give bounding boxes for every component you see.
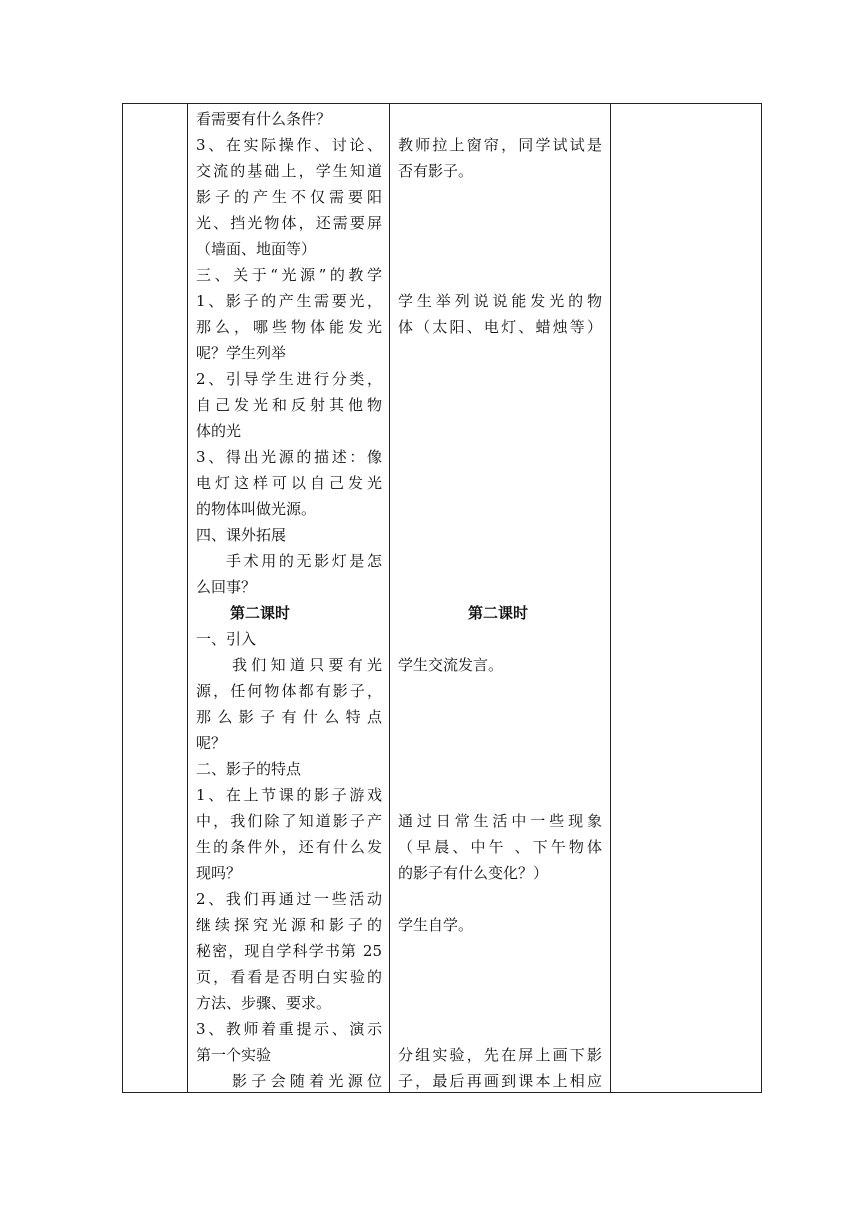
text-line: 呢？	[196, 734, 227, 752]
text-line: 光、挡光物体，还需要屏	[196, 214, 382, 232]
column-4	[611, 104, 761, 1092]
column-teacher-activities	[188, 104, 389, 1092]
text-line: 通过日常生活中一些现象	[398, 812, 602, 830]
section-heading: 第二课时	[230, 604, 291, 622]
text-line: 继续探究光源和影子的	[196, 916, 382, 934]
text-line: 一、引入	[196, 630, 257, 648]
text-line: 体（太阳、电灯、蜡烛等）	[398, 318, 602, 336]
text-line: 那么影子有什么特点	[196, 708, 382, 726]
text-line: （早晨、中午 、下午物体	[398, 838, 602, 856]
text-line: 教师拉上窗帘，同学试试是	[398, 136, 602, 154]
text-line: 学生举列说说能发光的物	[398, 292, 602, 310]
text-line: 3、在实际操作、讨论、	[196, 136, 382, 154]
text-line: 电灯这样可以自己发光	[196, 474, 382, 492]
text-line: 现吗？	[196, 864, 242, 882]
text-line: 二、影子的特点	[196, 760, 302, 778]
text-line: 1、影子的产生需要光，	[196, 292, 382, 310]
text-line: 第一个实验	[196, 1046, 272, 1064]
text-line: 学生交流发言。	[398, 656, 504, 674]
text-line: 1、在上节课的影子游戏	[196, 786, 382, 804]
text-line: 学生自学。	[398, 916, 474, 934]
text-line: 源，任何物体都有影子，	[196, 682, 382, 700]
section-heading: 第二课时	[468, 604, 529, 622]
text-line: 秘密，现自学科学书第 25	[196, 942, 382, 960]
text-line: 页，看看是否明白实验的	[196, 968, 382, 986]
text-line: 影子的产生不仅需要阳	[196, 188, 382, 206]
text-line: 手术用的无影灯是怎	[226, 552, 382, 570]
text-line: （墙面、地面等）	[196, 240, 317, 258]
column-1	[123, 104, 187, 1092]
text-line: 的物体叫做光源。	[196, 500, 317, 518]
text-line: 生的条件外，还有什么发	[196, 838, 382, 856]
text-line: 我们知道只要有光	[232, 656, 382, 674]
text-line: 看需要有什么条件？	[196, 110, 332, 128]
text-line: 子，最后再画到课本上相应	[398, 1072, 602, 1090]
text-line: 中，我们除了知道影子产	[196, 812, 382, 830]
lesson-plan-table	[122, 103, 762, 1093]
text-line: 分组实验，先在屏上画下影	[398, 1046, 602, 1064]
text-line: 的影子有什么变化？）	[398, 864, 549, 882]
text-line: 四、课外拓展	[196, 526, 287, 544]
text-line: 三、关于“光源”的教学	[196, 266, 382, 284]
text-line: 体的光	[196, 422, 242, 440]
text-line: 那么，哪些物体能发光	[196, 318, 382, 336]
text-line: 自己发光和反射其他物	[196, 396, 382, 414]
text-line: 2、引导学生进行分类，	[196, 370, 382, 388]
text-line: 否有影子。	[398, 162, 474, 180]
text-line: 影子会随着光源位	[232, 1072, 382, 1090]
text-line: 呢？学生列举	[196, 344, 287, 362]
text-line: 3、得出光源的描述：像	[196, 448, 382, 466]
column-student-activities	[390, 104, 610, 1092]
text-line: 交流的基础上，学生知道	[196, 162, 382, 180]
text-line: 3、教师着重提示、演示	[196, 1020, 382, 1038]
text-line: 2、我们再通过一些活动	[196, 890, 382, 908]
text-line: 么回事？	[196, 578, 257, 596]
text-line: 方法、步骤、要求。	[196, 994, 332, 1012]
